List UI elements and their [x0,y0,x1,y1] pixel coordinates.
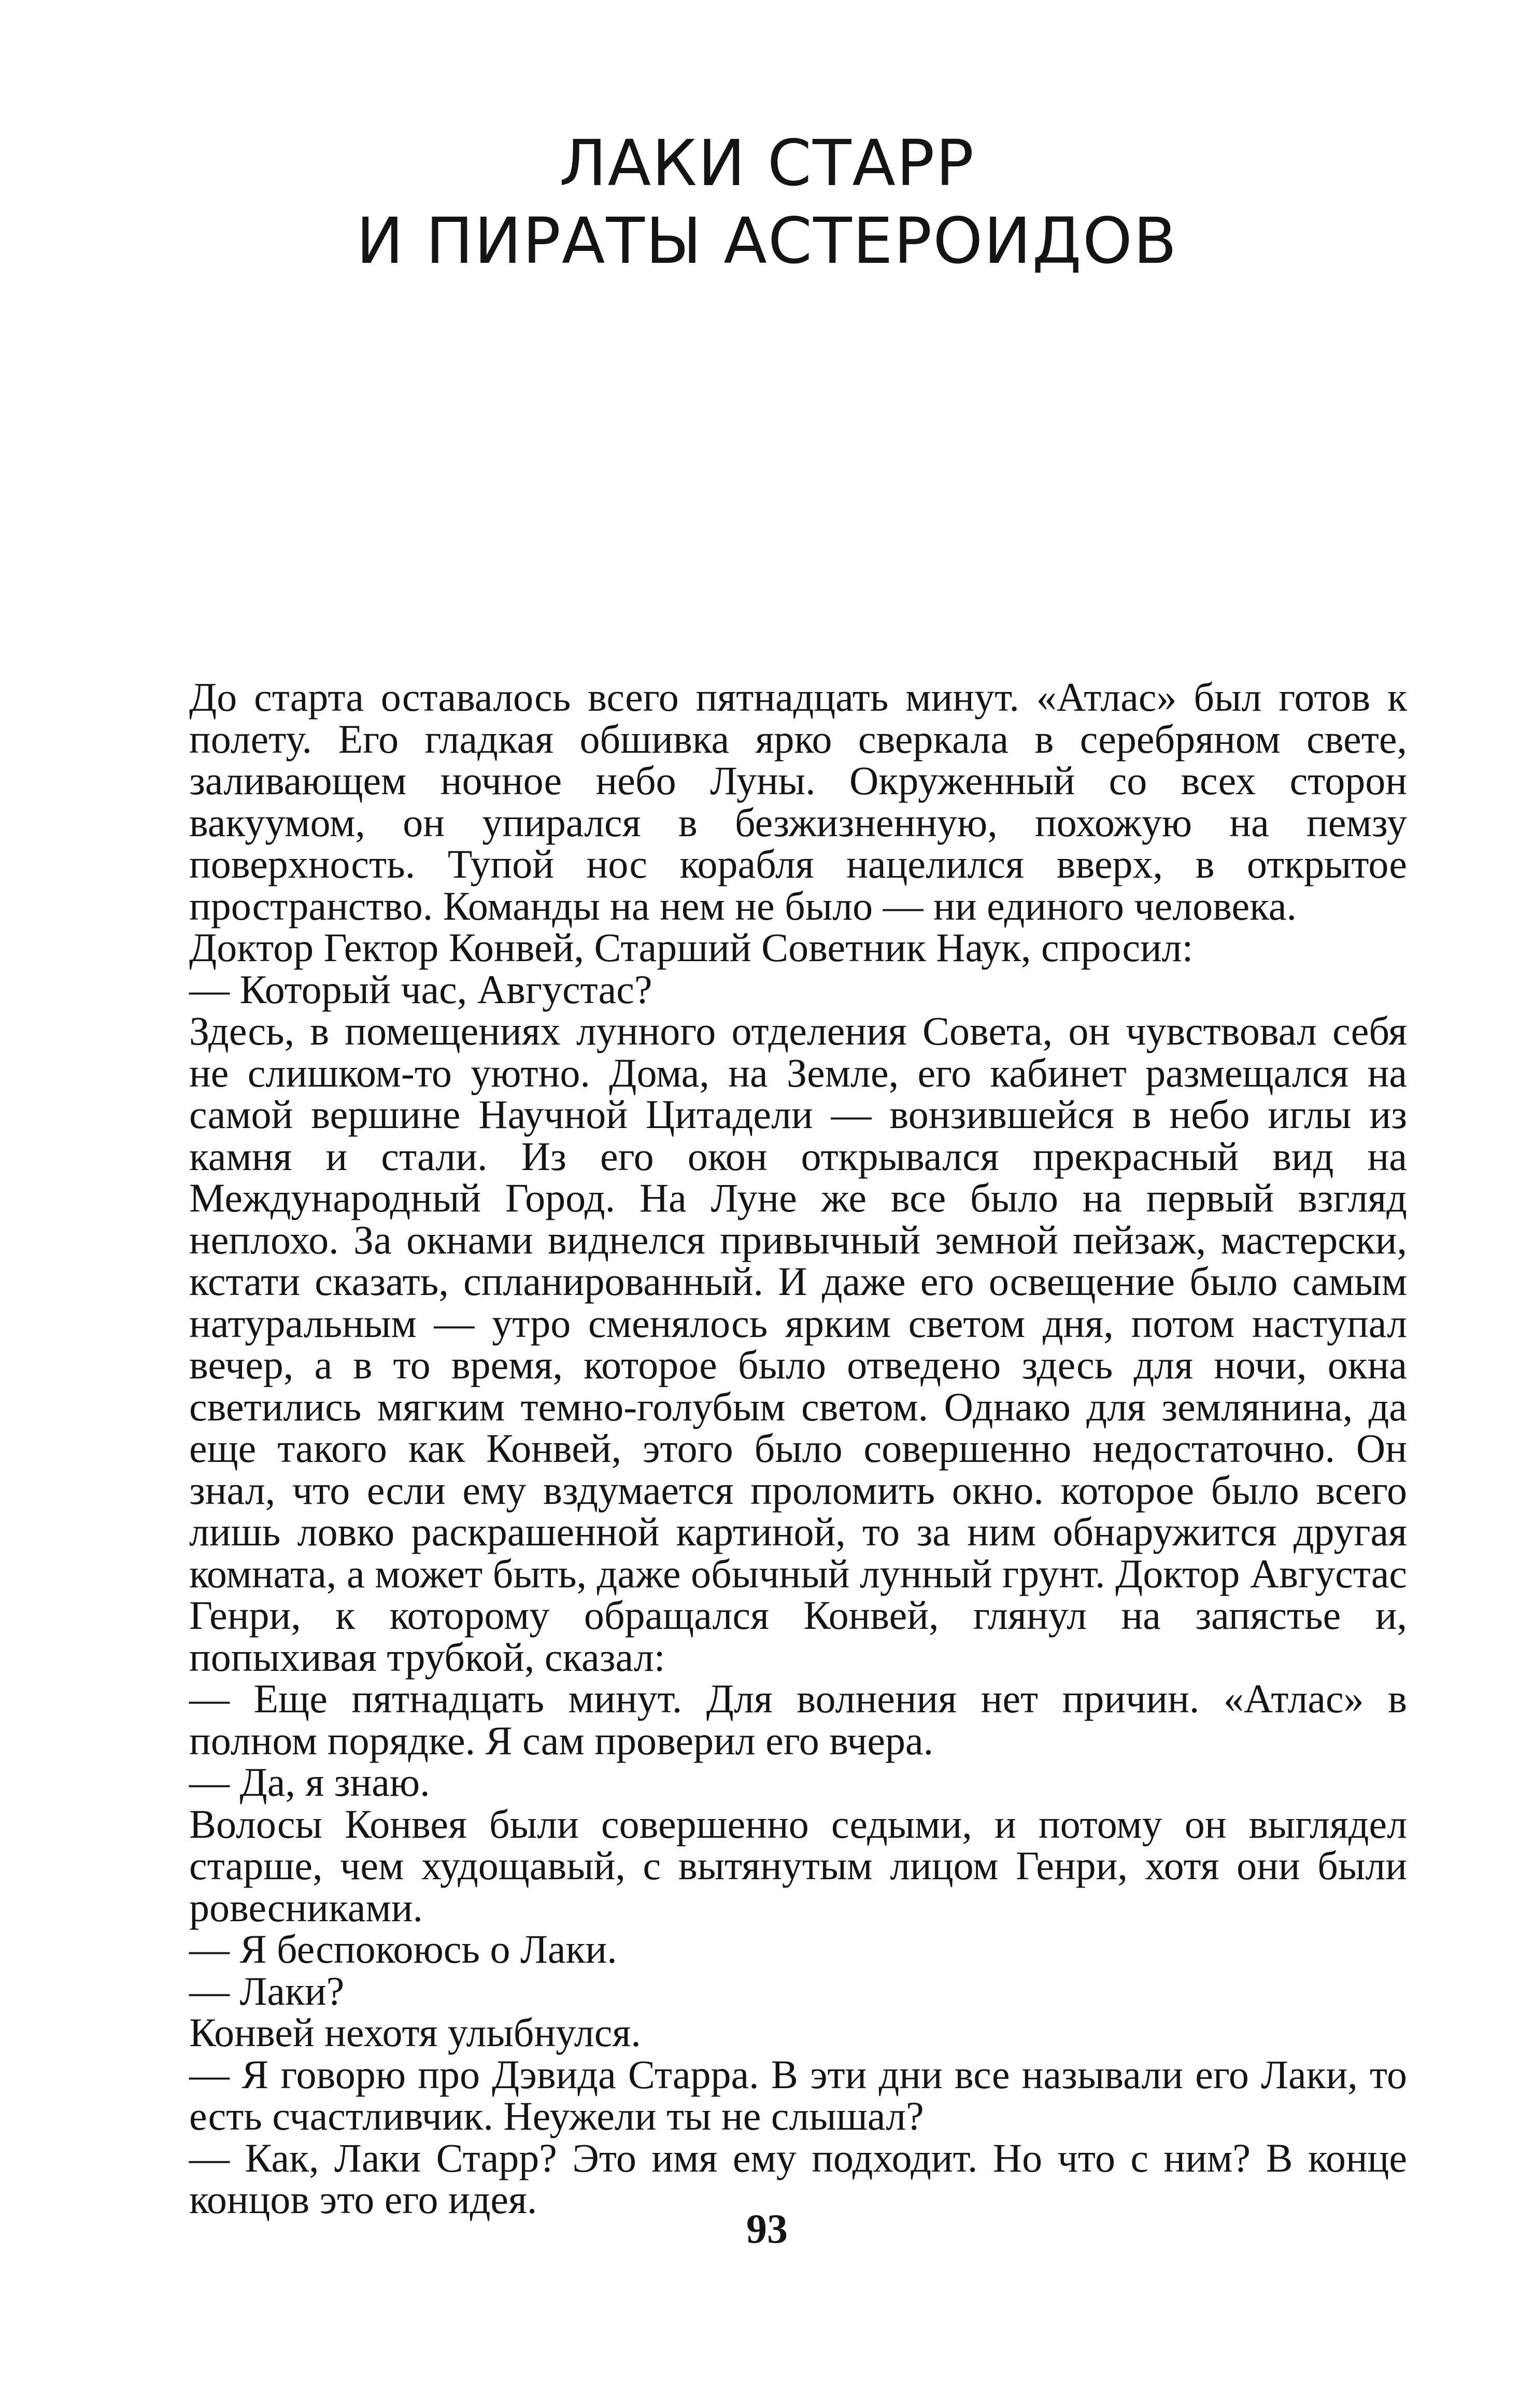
paragraph: Здесь, в помещениях лунного отделения Совета, он чувствовал себя не слишком-то уютно. Дома, на Земле, его кабинет размещался на самой вершине Научной Цитадели — вонзившейся в небо иглы из камня и стали. Из его окон открывался прекрасный вид на Международный Город. На Луне же все было на первый взгляд неплохо. За окнами виднелся привычный земной пейзаж, мастерски, кстати сказать, спланированный. И даже его освещение было самым натуральным — утро сменялось ярким светом дня, потом наступал вечер, а в то время, которое было отведено здесь для ночи, окна светились мягким темно-голубым светом. Однако для землянина, да еще такого как Конвей, этого было совершенно недостаточно. Он знал, что если ему вздумается проломить окно. которое было всего лишь ловко раскрашенной картиной, то за ним обнаружится другая комната, а может быть, даже обычный лунный грунт. Доктор Августас Генри, к которому обращался Конвей, глянул на запястье и, попыхивая трубкой, сказал: [189,1008,1407,1680]
page-number: 93 [746,2206,788,2252]
chapter-title-line-1: ЛАКИ СТАРР [559,126,975,200]
dialogue-line: — Еще пятнадцать минут. Для волнения нет причин. «Атлас» в полном порядке. Я сам проверил его вчера. [189,1676,1407,1763]
dialogue-line: — Я беспокоюсь о Лаки. [189,1926,617,1972]
paragraph: До старта оставалось всего пятнадцать минут. «Атлас» был готов к полету. Его гладкая обшивка ярко сверкала в серебряном свете, заливающем ночное небо Луны. Окруженный со всех сторон вакуумом, он упирался в безжизненную, похожую на пемзу поверхность. Тупой нос корабля нацелился вверх, в открытое пространство. Команды на нем не было — ни единого человека. [189,674,1407,928]
paragraph: Доктор Гектор Конвей, Старший Советник Наук, спросил: [189,925,1194,970]
chapter-title-line-2: И ПИРАТЫ АСТЕРОИДОВ [356,204,1178,278]
chapter-title [0,124,1534,280]
paragraph: Волосы Конвея были совершенно седыми, и потому он выглядел старше, чем худощавый, с вытянутым лицом Генри, хотя они были ровесниками. [189,1801,1407,1930]
dialogue-line: — Я говорю про Дэвида Старра. В эти дни все называли его Лаки, то есть счастливчик. Неужели ты не слышал? [189,2051,1407,2138]
dialogue-line: — Как, Лаки Старр? Это имя ему подходит. Но что с ним? В конце концов это его идея. [189,2135,1407,2222]
body-text [189,674,1407,2222]
dialogue-line: — Который час, Августас? [189,966,652,1012]
paragraph: Конвей нехотя улыбнулся. [189,2010,641,2055]
dialogue-line: — Да, я знаю. [189,1759,430,1805]
dialogue-line: — Лаки? [189,1968,345,2013]
